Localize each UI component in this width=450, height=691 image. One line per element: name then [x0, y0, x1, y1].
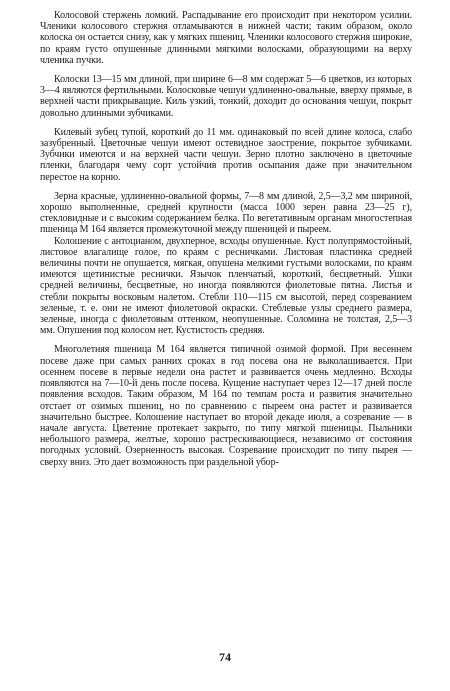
paragraph-spikelets: Колоски 13—15 мм длиной, при ширине 6—8 мм содержат 5—6 цветков, из которых 3—4 являются фертильными. Колосковые чешуи удлиненно-овальные, вверху прямые, в верхней части прикрыващие. Киль узкий, тонкий, доходит до основания чешуи, покрыт довольно длинными зубчиками. — [40, 74, 412, 119]
paragraph-vegetative: Колошение с антоцианом, двухперное, всходы опушенные. Куст полупрямостойный, листовое влагалище голое, по краям с ресничками. Листовая пластинка средней величины почти не опушается, мягкая, опушена мелкими густыми волосками, по краям имеются щетинистые реснички. Язычок пленчатый, короткий, бесцветный. Ушки средней величины, бесцветные, но иногда появляются фиолетовые пятна. Листья и стебли покрыты восковым налетом. Стебли 110—115 см высотой, перед созреванием зеленые, т. е. они не имеют фиолетовой окраски. Стеблевые узлы среднего размера, зеленые, иногда с фиолетовым оттенком, неопушенные. Соломина не толстая, 2,5—3 мм. Опушения под колосом нет. Кустистость средняя. — [40, 235, 412, 337]
paragraph-rachis: Колосовой стержень ломкий. Распадывание его происходит при некотором усилии. Членики колосового стержня отламываются в нижней части; таким образом, около колоска он остается снизу, как у мягких пшениц. Членики колосового стержня широкие, по краям густо опушенные длинными мягкими волосками, образующими на верху членика пучки. — [40, 10, 412, 66]
page-number: 74 — [219, 650, 231, 664]
paragraph-keel-tooth: Килевый зубец тупой, короткий до 11 мм. одинаковый по всей длине колоса, слабо зазубренный. Цветочные чешуи имеют остевидное заострение, покрытое зубчиками. Зубчики имеются и на верхней части чешуи. Зерно плотно заключено в цветочные пленки, благодаря чему сорт устойчив против осыпания даже при значительном перестое на корню. — [40, 126, 412, 183]
paragraph-biology: Многолетняя пшеница М 164 является типичной озимой формой. При весеннем посеве даже при самых ранних сроках в год посева она не выколашивается. При осеннем посеве в первые недели она растет и развивается очень медленно. Всходы появляются на 7—10-й день после посева. Кущение наступает через 12—17 дней после появления всходов. Таким образом, М 164 по темпам роста и развития значительно отстает от озимых пшениц, но по сравнению с пыреем она растет и развивается значительно быстрее. Колошение наступает во второй декаде июля, а созревание — в начале августа. Цветение протекает закрыто, по типу мягкой пшеницы. Пыльники небольшого размера, желтые, хорошо растрескивающиеся, независимо от состояния погодных условий. Озерненность высокая. Созревание происходит по типу пырея — сверху вниз. Это дает возможность при раздельной убор- — [40, 344, 412, 468]
paragraph-grains: Зерна красные, удлиненно-овальной формы, 7—8 мм длиной, 2,5—3,2 мм шириной, хорошо выполненные, средней крупности (масса 1000 зерен равна 23—25 г), стекловидные и с высоким содержанием белка. По вегетативным органам многостепная пшеница М 164 является промежуточной между пшеницей и пыреем. — [40, 190, 412, 236]
